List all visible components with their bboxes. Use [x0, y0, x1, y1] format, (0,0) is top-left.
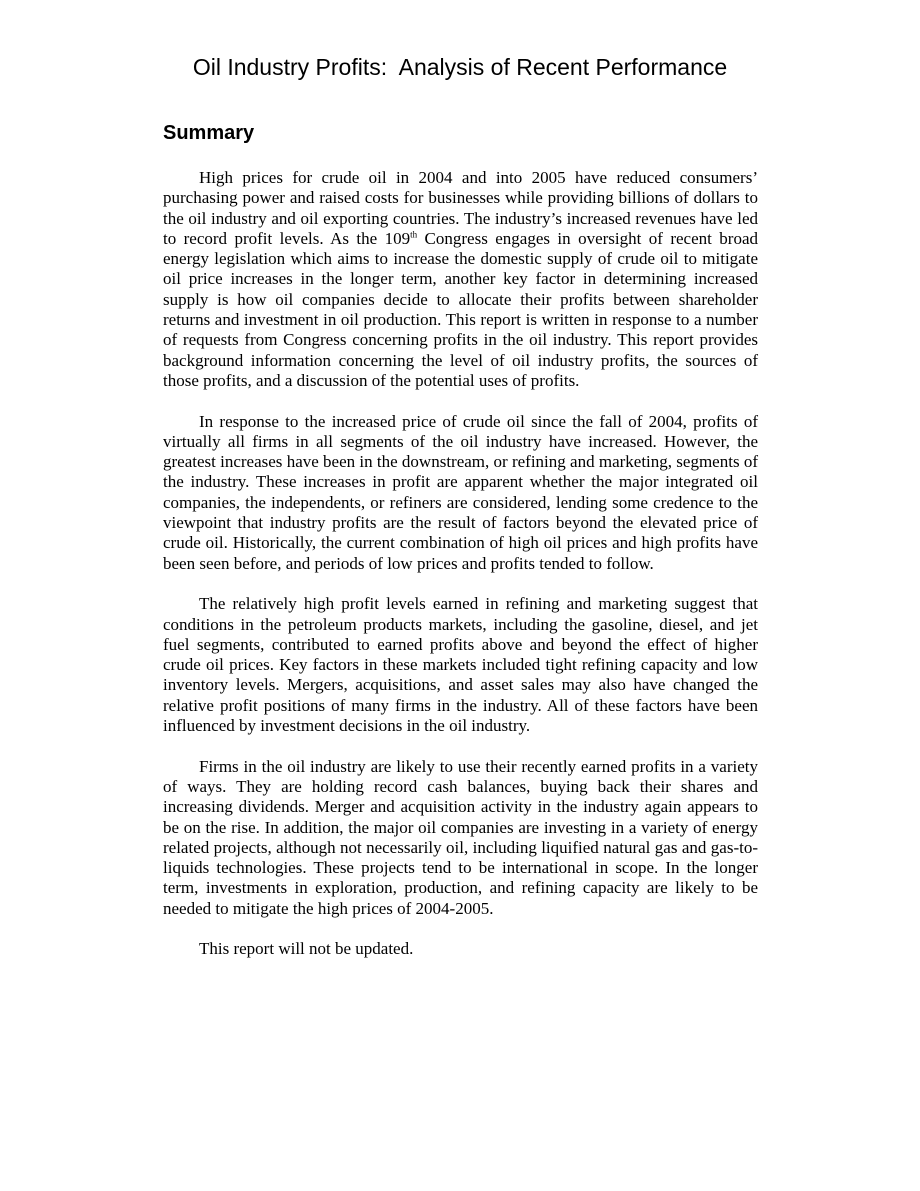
- summary-body: [163, 168, 758, 980]
- summary-paragraph-2: In response to the increased price of crude oil since the fall of 2004, profits of virtually all firms in all segments of the oil industry have increased. However, the greatest increases have been in the downstream, or refining and marketing, segments of the industry. These increases in profit are apparent whether the major integrated oil companies, the independents, or refiners are considered, lending some credence to the viewpoint that industry profits are the result of factors beyond the elevated price of crude oil. Historically, the current combination of high oil prices and high profits have been seen before, and periods of low prices and profits tended to follow.: [163, 411, 758, 573]
- paragraph-1-text-before: High prices for crude oil in 2004 and into 2005 have reduced consumers’ purchasing power and raised costs for businesses while providing billions of dollars to the oil industry and oil exporting countries. The industry’s increased revenues have led to record profit levels. As the 109: [163, 168, 758, 248]
- summary-paragraph-1: [163, 168, 758, 391]
- summary-paragraph-4: Firms in the oil industry are likely to use their recently earned profits in a variety of ways. They are holding record cash balances, buying back their shares and increasing dividends. Merger and acquisition activity in the industry again appears to be on the rise. In addition, the major oil companies are investing in a variety of energy related projects, although not necessarily oil, including liquified natural gas and gas-to-liquids technologies. These projects tend to be international in scope. In the longer term, investments in exploration, production, and refining capacity are likely to be needed to mitigate the high prices of 2004-2005.: [163, 756, 758, 918]
- document-title: Oil Industry Profits: Analysis of Recent Performance: [192, 54, 728, 80]
- ordinal-superscript: th: [410, 229, 418, 240]
- section-heading-summary: Summary: [163, 122, 255, 144]
- paragraph-1-text-after: Congress engages in oversight of recent broad energy legislation which aims to increase the domestic supply of crude oil to mitigate oil price increases in the longer term, another key factor in determining increased supply is how oil companies decide to allocate their profits between shareholder returns and investment in oil production. This report is written in response to a number of requests from Congress concerning profits in the oil industry. This report provides background information concerning the level of oil industry profits, the sources of those profits, and a discussion of the potential uses of profits.: [163, 228, 758, 390]
- summary-paragraph-3: The relatively high profit levels earned in refining and marketing suggest that conditions in the petroleum products markets, including the gasoline, diesel, and jet fuel segments, contributed to earned profits above and beyond the effect of higher crude oil prices. Key factors in these markets included tight refining capacity and low inventory levels. Mergers, acquisitions, and asset sales may also have changed the relative profit positions of many firms in the industry. All of these factors have been influenced by investment decisions in the oil industry.: [163, 594, 758, 736]
- summary-paragraph-5: This report will not be updated.: [199, 939, 414, 959]
